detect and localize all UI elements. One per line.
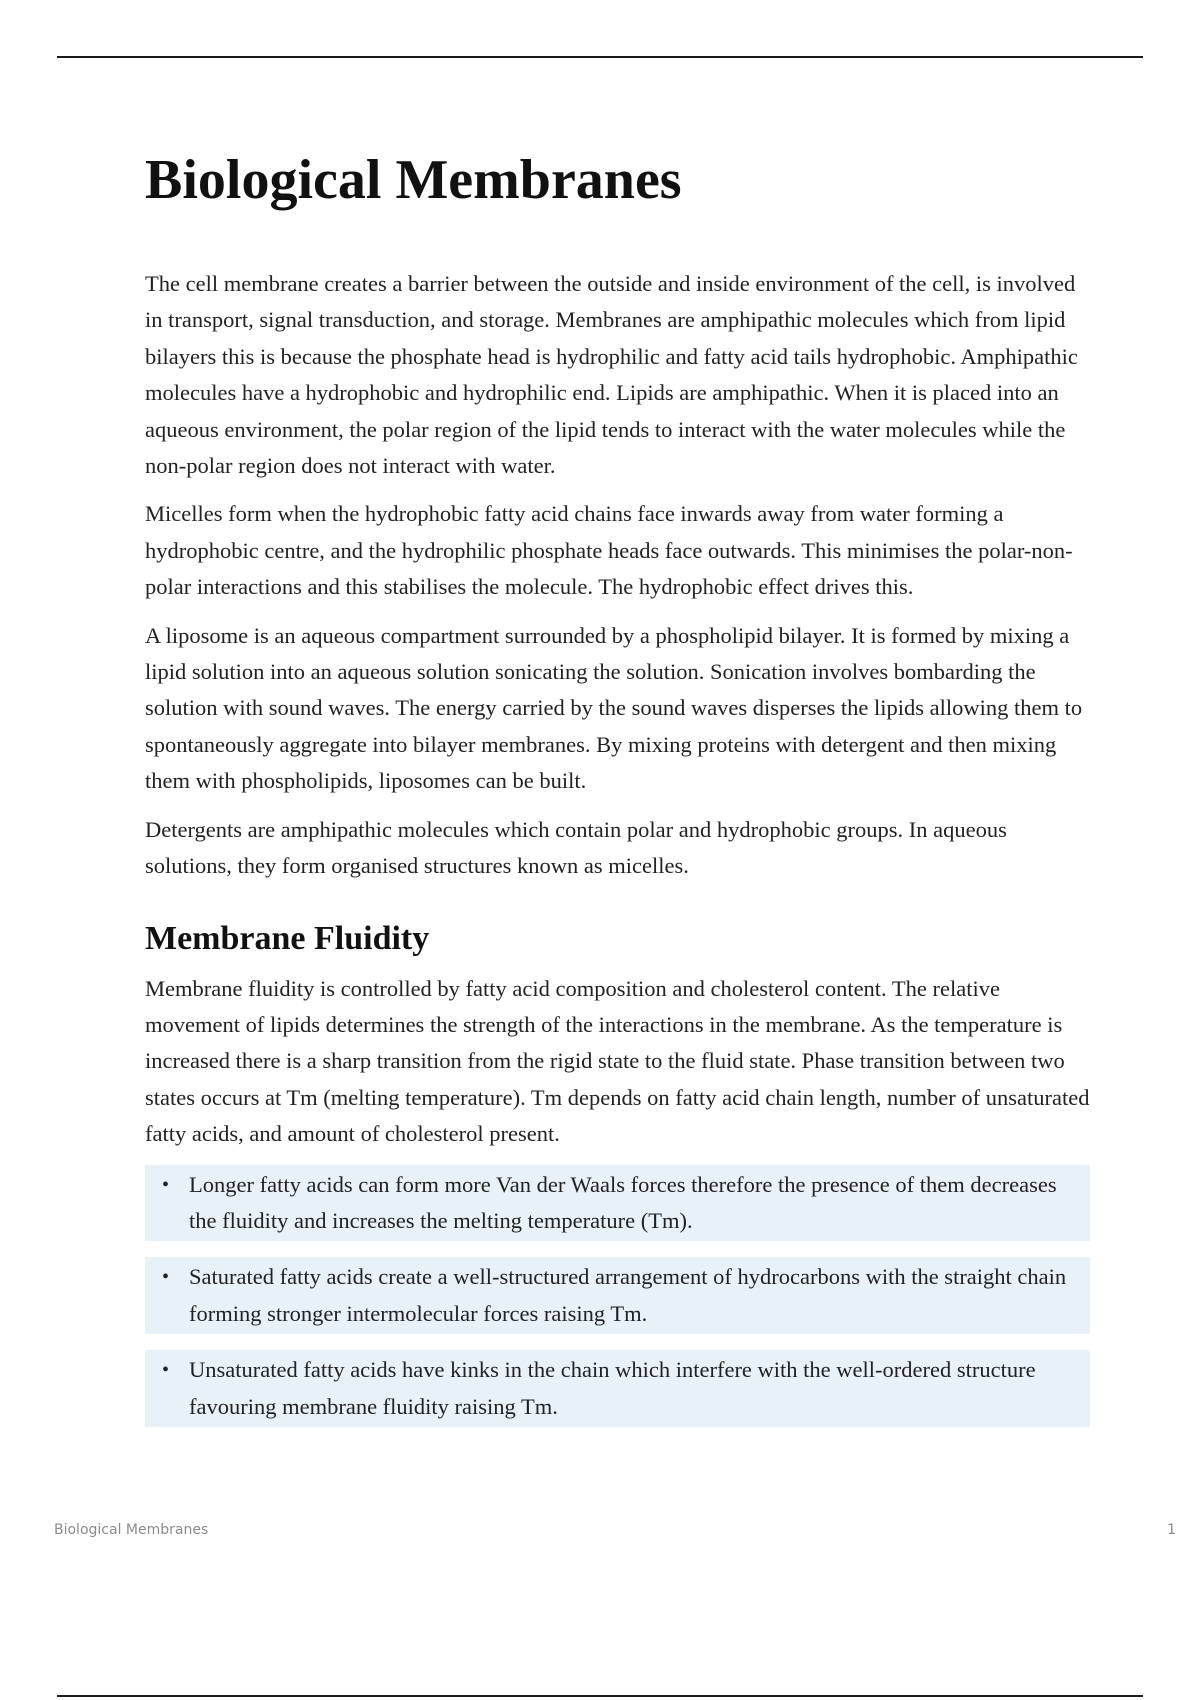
- section-paragraph: Membrane fluidity is controlled by fatty acid composition and cholesterol content. The relative movement of lipids determines the strength of the interactions in the membrane. As the temperature is increased there is a sharp transition from the rigid state to the fluid state. Phase transition between two states occurs at Tm (melting temperature). Tm depends on fatty acid chain length, number of unsaturated fatty acids, and amount of cholesterol present.: [145, 975, 1090, 1147]
- intro-paragraph: The cell membrane creates a barrier between the outside and inside environment of the cell, is involved in transport, signal transduction, and storage. Membranes are amphipathic molecules which from lipid bilayers this is because the phosphate head is hydrophilic and fatty acid tails hydrophobic. Amphipathic molecules have a hydrophobic and hydrophilic end. Lipids are amphipathic. When it is placed into an aqueous environment, the polar region of the lipid tends to interact with the water molecules while the non-polar region does not interact with water.: [145, 271, 1078, 479]
- bullet-icon: •: [162, 1173, 170, 1196]
- intro-paragraph: Micelles form when the hydrophobic fatty acid chains face inwards away from water forming a hydrophobic centre, and the hydrophilic phosphate heads face outwards. This minimises the polar-non-polar interactions and this stabilises the molecule. The hydrophobic effect drives this.: [145, 501, 1073, 600]
- intro-paragraph: A liposome is an aqueous compartment surrounded by a phospholipid bilayer. It is formed by mixing a lipid solution into an aqueous solution sonicating the solution. Sonication involves bombarding the solution with sound waves. The energy carried by the sound waves disperses the lipids allowing them to spontaneously aggregate into bilayer membranes. By mixing proteins with detergent and then mixing them with phospholipids, liposomes can be built.: [145, 622, 1083, 794]
- bullet-text: Longer fatty acids can form more Van der Waals forces therefore the presence of them decreases the fluidity and increases the melting temperature (Tm).: [189, 1171, 1057, 1233]
- bullet-item: [145, 1257, 1090, 1334]
- section-heading: Membrane Fluidity: [145, 919, 430, 957]
- intro-paragraph: Detergents are amphipathic molecules which contain polar and hydrophobic groups. In aqueous solutions, they form organised structures known as micelles.: [145, 816, 1007, 879]
- page-number: 1: [1167, 1522, 1176, 1538]
- bottom-rule: [57, 1695, 1143, 1697]
- footer-title: Biological Membranes: [54, 1522, 209, 1538]
- top-rule: [57, 56, 1143, 58]
- bullet-text: Unsaturated fatty acids have kinks in the chain which interfere with the well-ordered structure favouring membrane fluidity raising Tm.: [189, 1357, 1036, 1419]
- bullet-icon: •: [162, 1359, 170, 1382]
- bullet-item: [145, 1165, 1090, 1242]
- document-title: Biological Membranes: [145, 149, 682, 211]
- bullet-item: [145, 1350, 1090, 1427]
- bullet-list: [145, 1165, 1090, 1427]
- intro-section: [145, 266, 1090, 885]
- document-body: [145, 140, 1090, 1443]
- bullet-icon: •: [162, 1266, 170, 1289]
- bullet-text: Saturated fatty acids create a well-structured arrangement of hydrocarbons with the straight chain forming stronger intermolecular forces raising Tm.: [189, 1264, 1067, 1326]
